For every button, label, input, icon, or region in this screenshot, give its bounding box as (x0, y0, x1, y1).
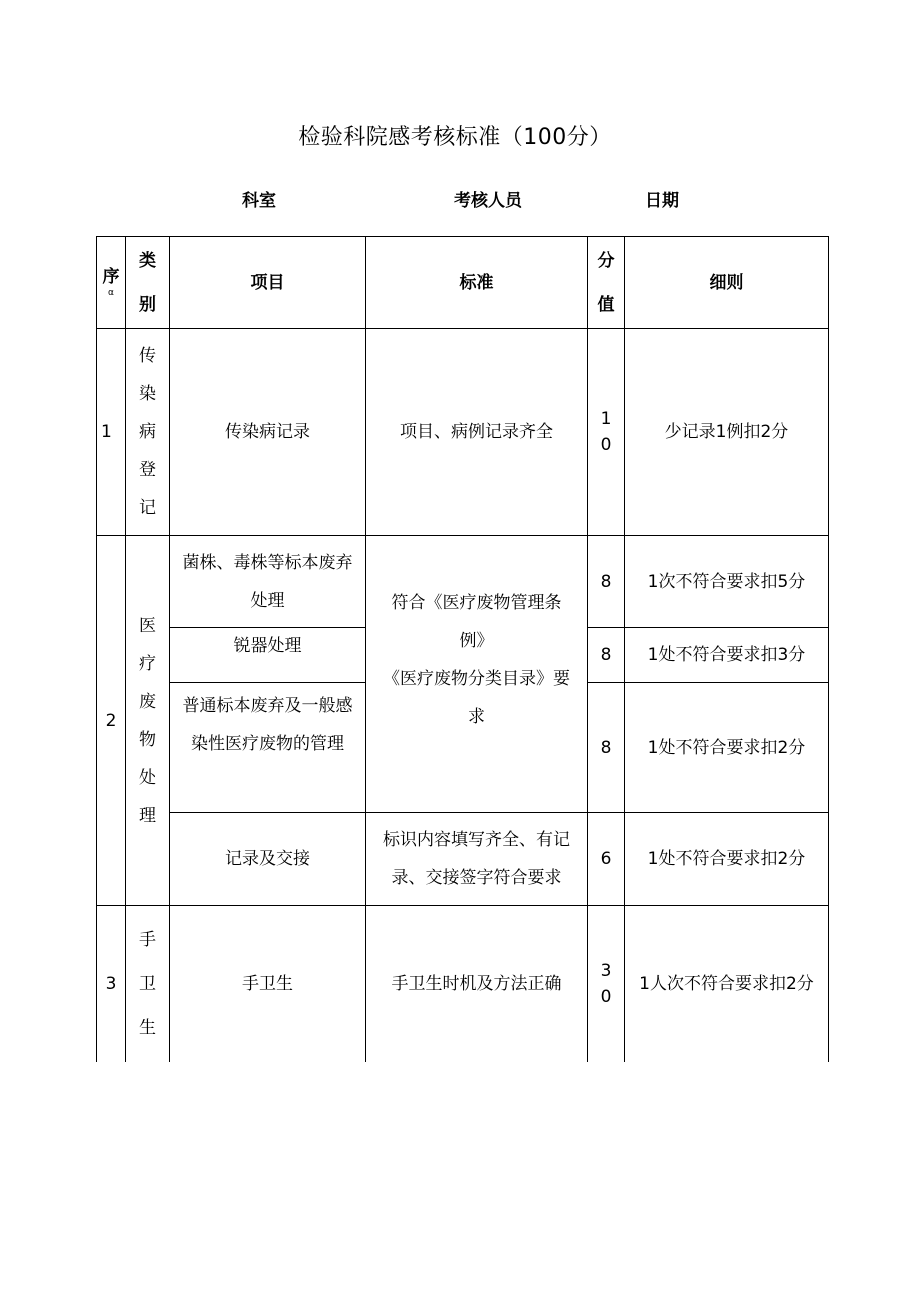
table-row (97, 906, 829, 1062)
examiner-label: 考核人员 (454, 191, 522, 211)
table-row (97, 813, 829, 906)
row-standard: 手卫生时机及方法正确 (366, 906, 588, 1062)
row-score: 1 0 (588, 329, 625, 536)
date-label: 日期 (645, 191, 679, 211)
row-standard: 标识内容填写齐全、有记 录、交接签字符合要求 (366, 813, 588, 906)
dept-label: 科室 (242, 191, 276, 211)
row-detail: 1处不符合要求扣2分 (625, 813, 829, 906)
row-detail: 少记录1例扣2分 (625, 329, 829, 536)
assessment-table (96, 236, 829, 1062)
row-item: 传染病记录 (170, 329, 366, 536)
col-header-item: 项目 (170, 237, 366, 329)
row-item: 普通标本废弃及一般感 染性医疗废物的管理 (170, 683, 366, 813)
row-detail: 1处不符合要求扣3分 (625, 628, 829, 683)
table-row (97, 329, 829, 536)
row-seq: 3 (97, 906, 126, 1062)
row-item: 菌株、毒株等标本废弃 处理 (170, 536, 366, 628)
row-standard: 项目、病例记录齐全 (366, 329, 588, 536)
row-seq: 2 (97, 536, 126, 906)
table-row (97, 536, 829, 628)
col-header-standard: 标准 (366, 237, 588, 329)
page-title: 检验科院感考核标准（100分） (298, 125, 612, 150)
row-detail: 1人次不符合要求扣2分 (625, 906, 829, 1062)
row-detail: 1次不符合要求扣5分 (625, 536, 829, 628)
row-seq: 1 (97, 329, 126, 536)
col-header-seq-text: 序 (102, 266, 120, 287)
row-category: 手 卫 生 (126, 906, 170, 1062)
col-header-seq-sub: α (108, 287, 114, 298)
col-header-seq (97, 237, 126, 329)
row-item: 手卫生 (170, 906, 366, 1062)
table-header-row (97, 237, 829, 329)
row-score: 8 (588, 536, 625, 628)
row-category: 医 疗 废 物 处 理 (126, 536, 170, 906)
row-detail: 1处不符合要求扣2分 (625, 683, 829, 813)
row-item: 锐器处理 (170, 628, 366, 683)
row-score: 3 0 (588, 906, 625, 1062)
row-score: 8 (588, 683, 625, 813)
col-header-score: 分 值 (588, 237, 625, 329)
row-category: 传 染 病 登 记 (126, 329, 170, 536)
row-score: 8 (588, 628, 625, 683)
row-item: 记录及交接 (170, 813, 366, 906)
col-header-category: 类 别 (126, 237, 170, 329)
row-standard: 符合《医疗废物管理条 例》 《医疗废物分类目录》要 求 (366, 536, 588, 813)
col-header-detail: 细则 (625, 237, 829, 329)
row-score: 6 (588, 813, 625, 906)
